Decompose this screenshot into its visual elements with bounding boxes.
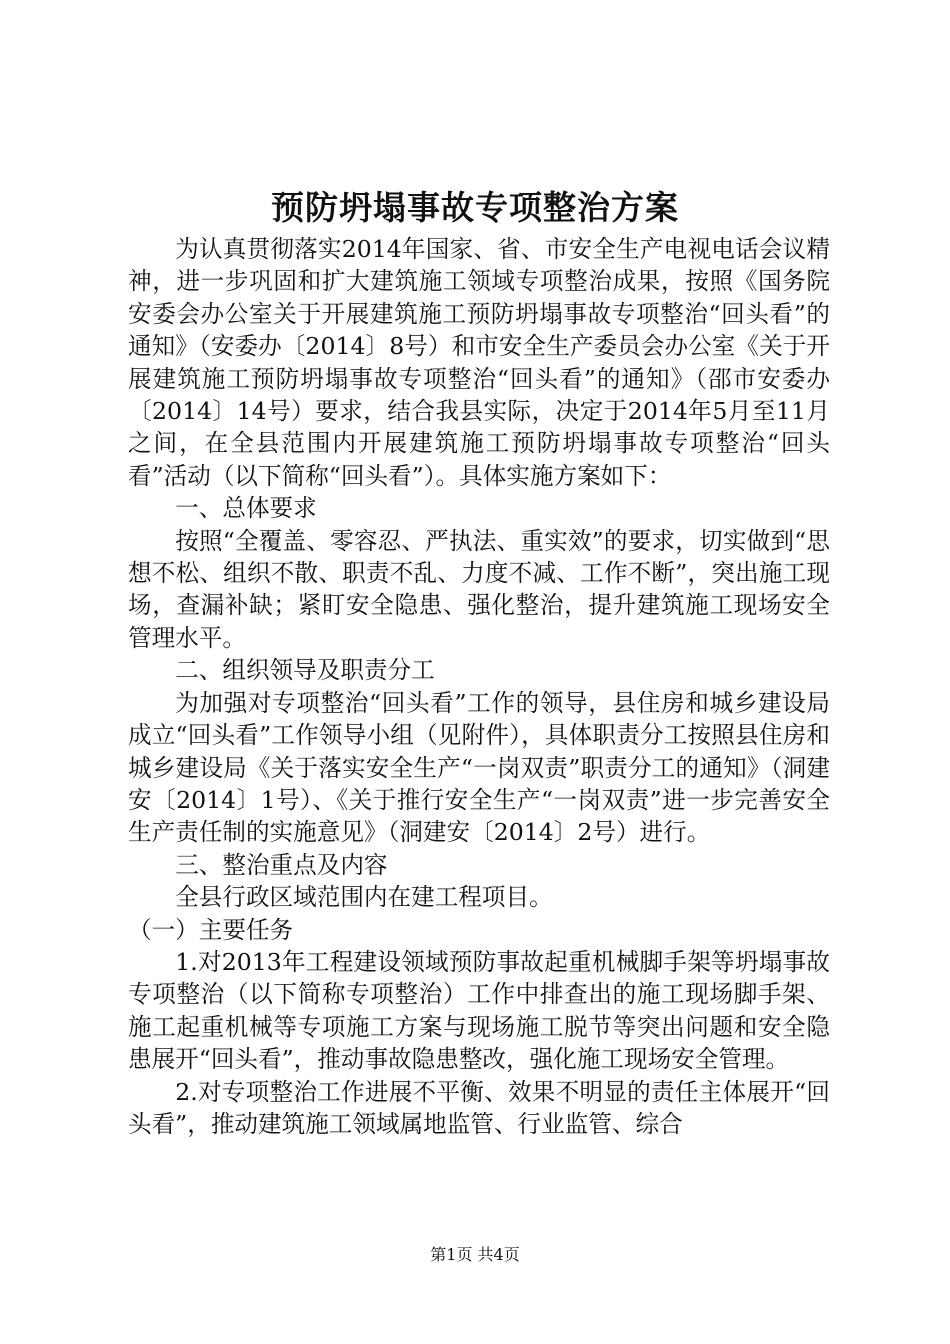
page-number-footer: 第1页 共4页 xyxy=(430,1245,520,1264)
task-item-2: 2.对专项整治工作进展不平衡、效果不明显的责任主体展开“回头看”，推动建筑施工领域属地监管、行业监管、综合 xyxy=(128,1077,830,1138)
task-item-1: 1.对2013年工程建设领域预防事故起重机械脚手架等坍塌事故专项整治（以下简称专项整治）工作中排查出的施工现场脚手架、施工起重机械等专项施工方案与现场施工脱节等突出问题和安全隐患展开“回头看”，推动事故隐患整改，强化施工现场安全管理。 xyxy=(128,947,830,1074)
subsection-heading-main-tasks: （一）主要任务 xyxy=(128,915,294,944)
section-heading-organization: 二、组织领导及职责分工 xyxy=(175,656,435,685)
section-heading-key-points: 三、整治重点及内容 xyxy=(175,850,388,879)
section-heading-general-requirements: 一、总体要求 xyxy=(175,494,317,523)
general-requirements-paragraph: 按照“全覆盖、零容忍、严执法、重实效”的要求，切实做到“思想不松、组织不散、职责不乱、力度不减、工作不断”，突出施工现场，查漏补缺；紧盯安全隐患、强化整治，提升建筑施工现场安全管理水平。 xyxy=(128,526,830,652)
document-title: 预防坍塌事故专项整治方案 xyxy=(271,188,679,227)
scope-paragraph: 全县行政区域范围内在建工程项目。 xyxy=(175,883,553,912)
intro-paragraph: 为认真贯彻落实2014年国家、省、市安全生产电视电话会议精神，进一步巩固和扩大建筑施工领域专项整治成果，按照《国务院安委会办公室关于开展建筑施工预防坍塌事故专项整治“回头看”的通知》（安委办〔2014〕8号）和市安全生产委员会办公室《关于开展建筑施工预防坍塌事故专项整治“回头看”的通知》（邵市安委办〔2014〕14号）要求，结合我县实际，决定于2014年5月至11月之间，在全县范围内开展建筑施工预防坍塌事故专项整治“回头看”活动（以下简称“回头看”）。具体实施方案如下： xyxy=(128,235,830,490)
document-body xyxy=(128,233,830,1140)
organization-paragraph: 为加强对专项整治“回头看”工作的领导，县住房和城乡建设局成立“回头看”工作领导小组（见附件），具体职责分工按照县住房和城乡建设局《关于落实安全生产“一岗双责”职责分工的通知》（洞建安〔2014〕1号）、《关于推行安全生产“一岗双责”进一步完善安全生产责任制的实施意见》（洞建安〔2014〕2号）进行。 xyxy=(128,688,830,847)
